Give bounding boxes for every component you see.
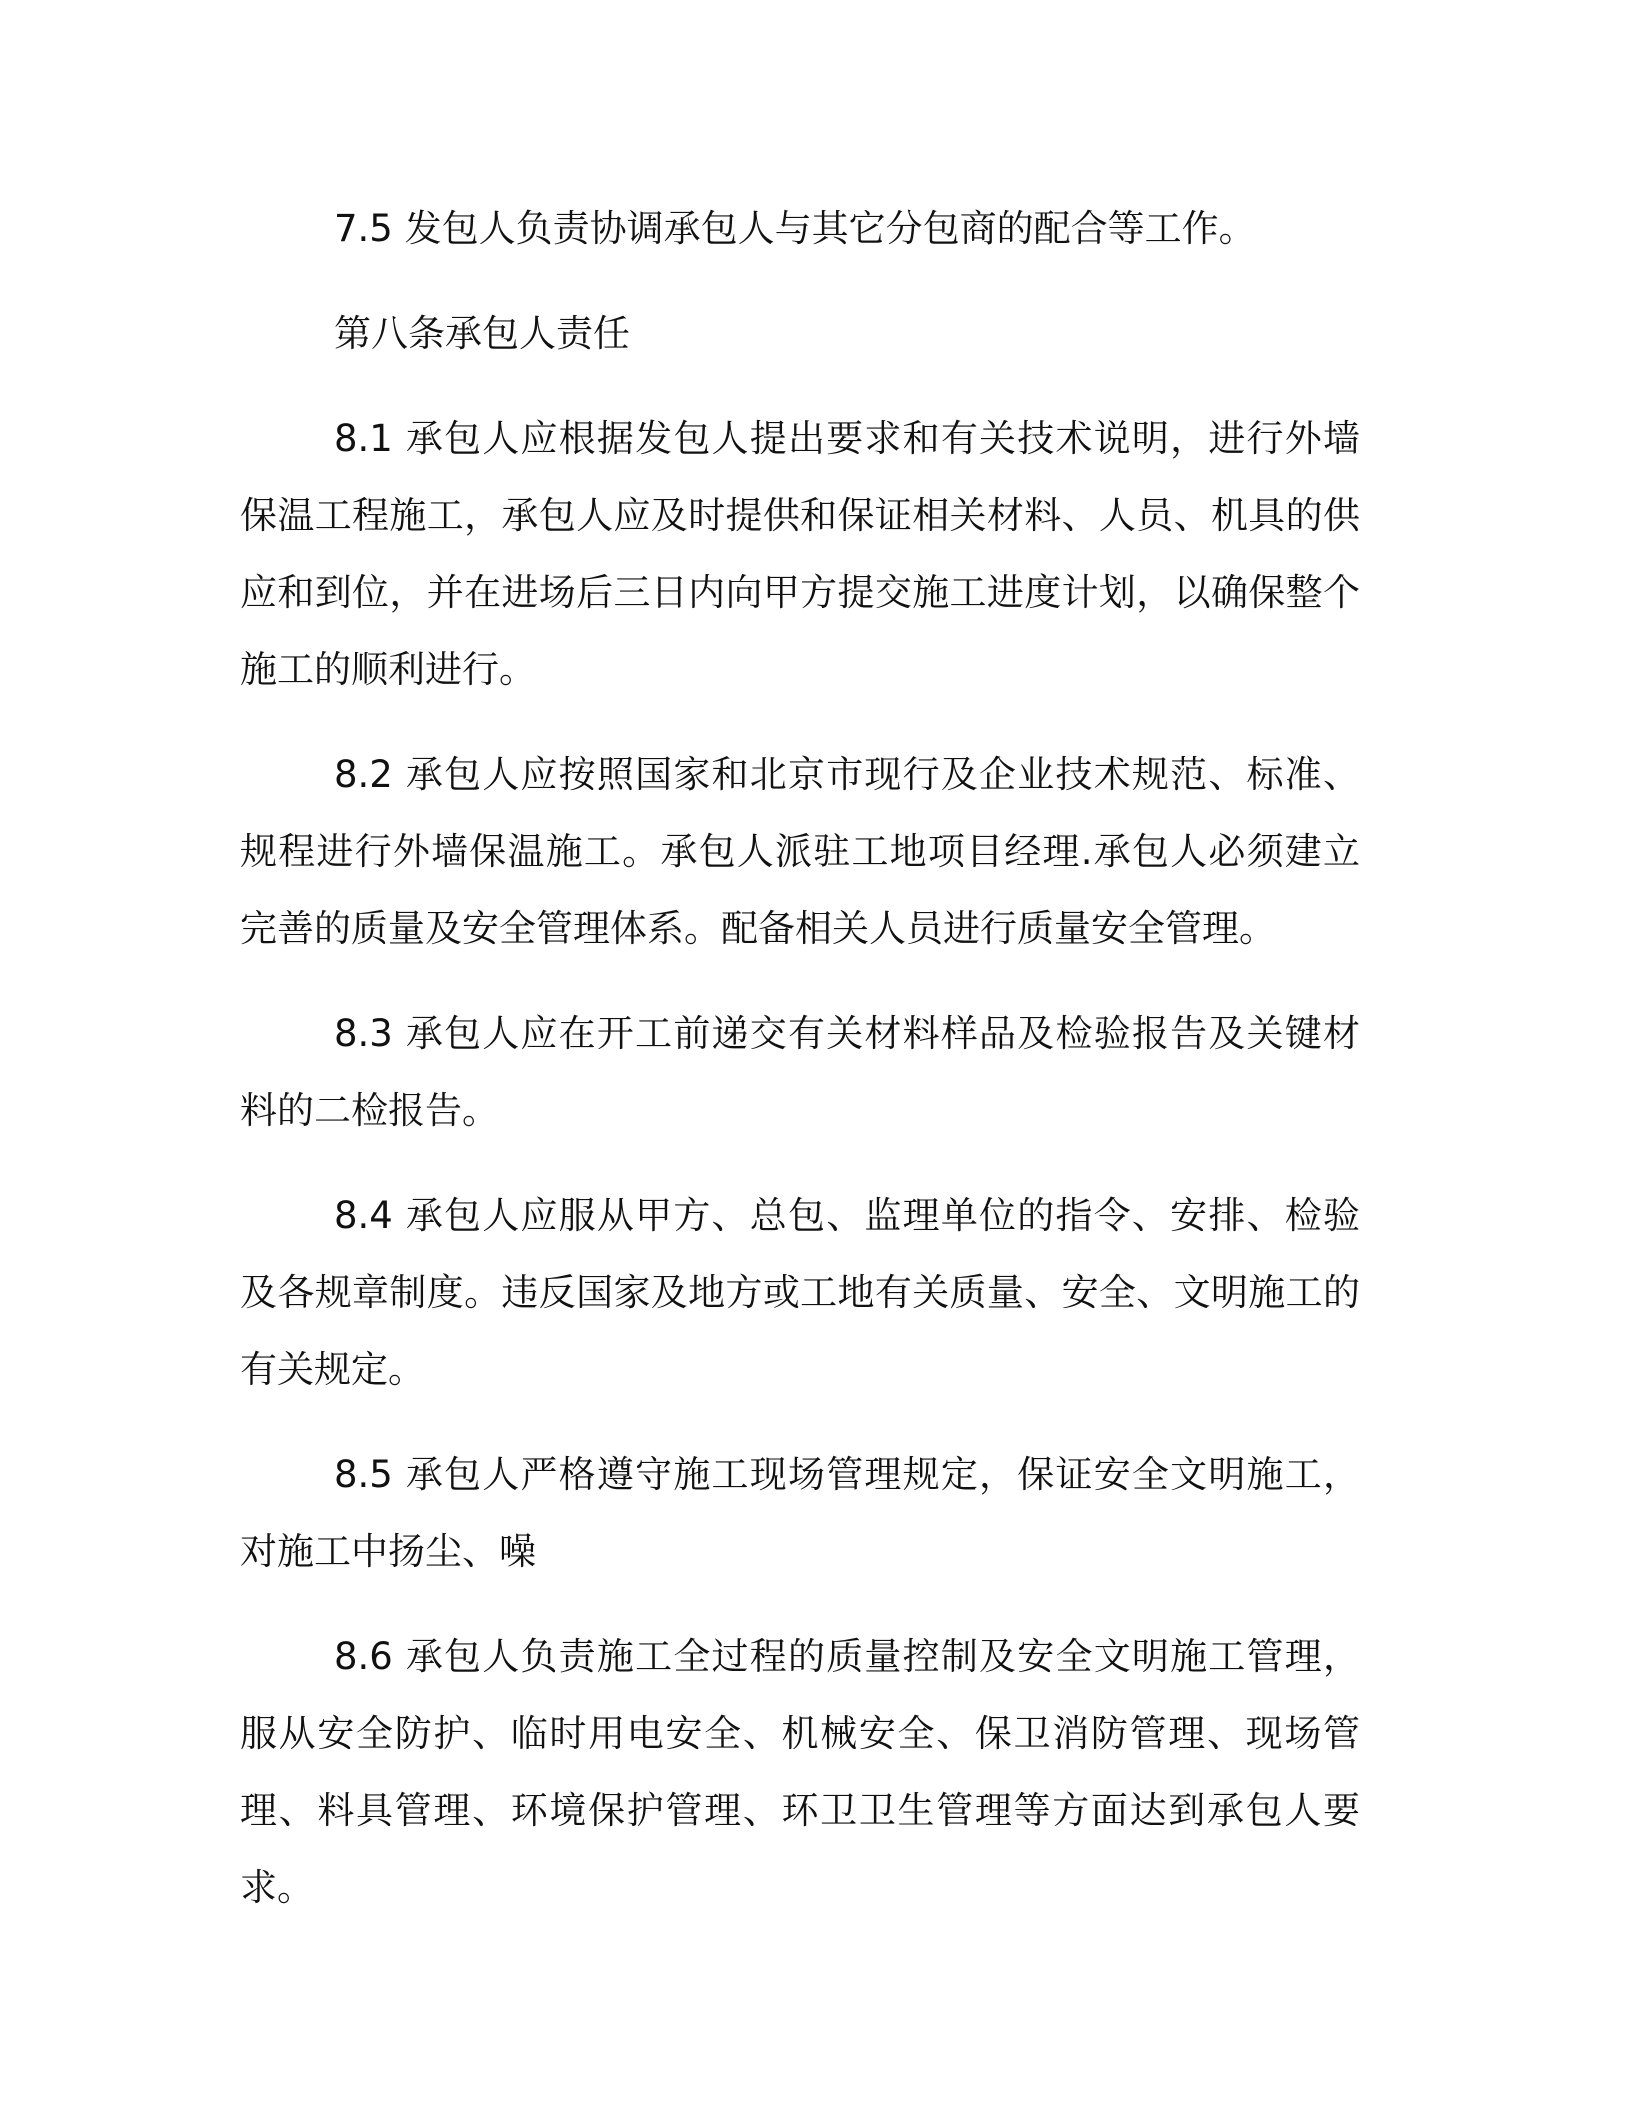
paragraph-8-5: 8.5 承包人严格遵守施工现场管理规定，保证安全文明施工，对施工中扬尘、噪 [240, 1453, 1360, 1573]
paragraph-8-4: 8.4 承包人应服从甲方、总包、监理单位的指令、安排、检验及各规章制度。违反国家及地方或工地有关质量、安全、文明施工的有关规定。 [240, 1194, 1360, 1391]
paragraph-7-5: 7.5 发包人负责协调承包人与其它分包商的配合等工作。 [334, 207, 1256, 250]
paragraph-8-1: 8.1 承包人应根据发包人提出要求和有关技术说明，进行外墙保温工程施工，承包人应及时提供和保证相关材料、人员、机具的供应和到位，并在进场后三日内向甲方提交施工进度计划，以确保整个施工的顺利进行。 [240, 417, 1360, 691]
paragraph-8-6: 8.6 承包人负责施工全过程的质量控制及安全文明施工管理，服从安全防护、临时用电安全、机械安全、保卫消防管理、现场管理、料具管理、环境保护管理、环卫卫生管理等方面达到承包人要求。 [240, 1635, 1360, 1909]
document-body [240, 190, 1360, 1954]
article-8-heading: 第八条承包人责任 [334, 312, 630, 355]
paragraph-8-2: 8.2 承包人应按照国家和北京市现行及企业技术规范、标准、规程进行外墙保温施工。承包人派驻工地项目经理.承包人必须建立完善的质量及安全管理体系。配备相关人员进行质量安全管理。 [240, 753, 1360, 950]
paragraph-8-3: 8.3 承包人应在开工前递交有关材料样品及检验报告及关键材料的二检报告。 [240, 1012, 1360, 1132]
